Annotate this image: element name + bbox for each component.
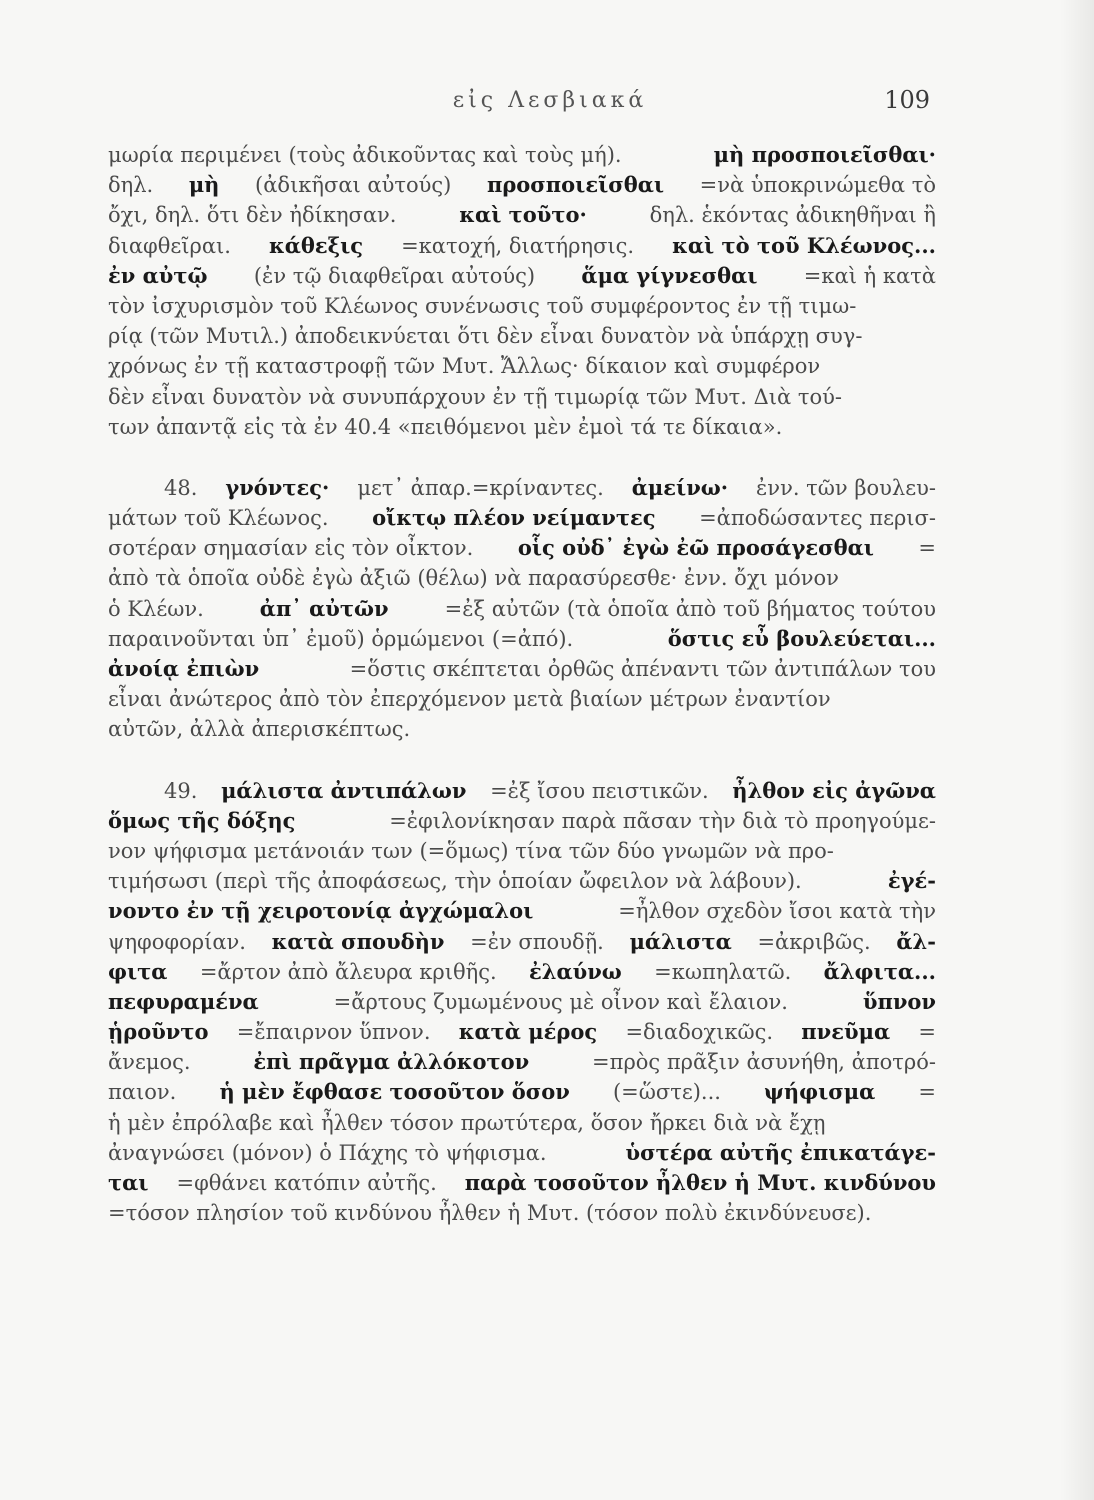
text-line bbox=[108, 200, 936, 230]
text-line bbox=[108, 351, 936, 381]
bold-lemma: ἅμα γίγνεσθαι bbox=[581, 262, 758, 288]
text-line bbox=[108, 1108, 936, 1138]
bold-lemma: ᾑροῦντο bbox=[108, 1019, 209, 1045]
gloss-text: νον ψήφισμα μετάνοιάν των (=ὅμως) τίνα τῶν δύο γνωμῶν νὰ προ- bbox=[108, 838, 834, 863]
gloss-text: (ἀδικῆσαι αὐτούς) bbox=[255, 173, 452, 198]
text-line bbox=[108, 927, 936, 957]
gloss-text: ἀπὸ τὰ ὁποῖα οὐδὲ ἐγὼ ἀξιῶ (θέλω) νὰ παρασύρεσθε· ἐνν. ὄχι μόνον bbox=[108, 566, 839, 591]
gloss-text: =ἐξ αὐτῶν (τὰ ὁποῖα ἀπὸ τοῦ βήματος τούτου bbox=[444, 596, 936, 621]
body-text bbox=[108, 140, 936, 1228]
bold-lemma: γνόντες· bbox=[225, 474, 330, 500]
text-line bbox=[108, 231, 936, 261]
gloss-text: μάτων τοῦ Κλέωνος. bbox=[108, 506, 329, 531]
bold-lemma: προσποιεῖσθαι bbox=[486, 172, 665, 198]
text-line bbox=[108, 1138, 936, 1168]
bold-lemma: μάλιστα bbox=[629, 928, 732, 954]
gloss-text: =τόσον πλησίον τοῦ κινδύνου ἦλθεν ἡ Μυτ. (τόσον πολὺ ἐκινδύνευσε). bbox=[108, 1201, 872, 1226]
page-number: 109 bbox=[884, 86, 930, 114]
gloss-text: =διαδοχικῶς. bbox=[625, 1020, 774, 1045]
text-line bbox=[108, 412, 936, 442]
text-line bbox=[108, 654, 936, 684]
bold-lemma: κατὰ σπουδὴν bbox=[271, 928, 445, 954]
gloss-text: = bbox=[918, 1080, 936, 1105]
gloss-text: =καὶ ἡ κατὰ bbox=[803, 263, 936, 288]
gloss-text: =ἐξ ἴσου πειστικῶν. bbox=[490, 778, 709, 803]
text-line bbox=[108, 1047, 936, 1077]
gloss-text: =πρὸς πρᾶξιν ἀσυνήθη, ἀποτρό- bbox=[592, 1050, 936, 1075]
bold-lemma: ἡ μὲν ἔφθασε τοσοῦτον ὅσον bbox=[219, 1079, 570, 1105]
gloss-text: δηλ. ἑκόντας ἀδικηθῆναι ἢ bbox=[649, 203, 936, 228]
text-line bbox=[108, 291, 936, 321]
bold-lemma: νοντο ἐν τῇ χειροτονίᾳ ἀγχώμαλοι bbox=[108, 898, 534, 924]
gloss-text: =ἀκριβῶς. bbox=[757, 929, 871, 954]
gloss-text: = bbox=[918, 1020, 936, 1045]
gloss-text: =κωπηλατῶ. bbox=[654, 959, 792, 984]
paragraph bbox=[108, 776, 936, 1229]
text-line bbox=[108, 714, 936, 744]
gloss-text: ψηφοφορίαν. bbox=[108, 929, 246, 954]
page-edge-shadow bbox=[1060, 0, 1094, 1500]
gloss-text: τιμήσωσι (περὶ τῆς ἀποφάσεως, τὴν ὁποίαν ὤφειλον νὰ λάβουν). bbox=[108, 869, 802, 894]
text-line bbox=[108, 776, 936, 806]
bold-lemma: ψήφισμα bbox=[764, 1079, 876, 1105]
bold-lemma: ἀμείνω· bbox=[631, 474, 729, 500]
text-line bbox=[108, 866, 936, 896]
gloss-text: =ἐφιλονίκησαν παρὰ πᾶσαν τὴν διὰ τὸ προηγούμε- bbox=[389, 808, 936, 833]
gloss-text: εἶναι ἀνώτερος ἀπὸ τὸν ἐπερχόμενον μετὰ βιαίων μέτρων ἐναντίον bbox=[108, 687, 831, 712]
gloss-text: =ἦλθον σχεδὸν ἴσοι κατὰ τὴν bbox=[618, 899, 936, 924]
text-line bbox=[108, 806, 936, 836]
text-line bbox=[108, 987, 936, 1017]
paragraph bbox=[108, 140, 936, 442]
gloss-text: δὲν εἶναι δυνατὸν νὰ συνυπάρχουν ἐν τῇ τιμωρίᾳ τῶν Μυτ. Διὰ τού- bbox=[108, 384, 842, 409]
bold-lemma: κάθεξις bbox=[268, 232, 364, 258]
text-line bbox=[108, 1198, 936, 1228]
gloss-text: των ἀπαντᾷ εἰς τὰ ἐν 40.4 «πειθόμενοι μὲν ἐμοὶ τά τε δίκαια». bbox=[108, 414, 783, 439]
gloss-text: ἄνεμος. bbox=[108, 1050, 191, 1075]
gloss-text: 49. bbox=[164, 778, 198, 803]
text-line bbox=[108, 170, 936, 200]
gloss-text: ἐνν. τῶν βουλευ- bbox=[756, 475, 936, 500]
gloss-text: = bbox=[918, 536, 936, 561]
bold-lemma: οἷς οὐδ᾽ ἐγὼ ἐῶ προσάγεσθαι bbox=[517, 535, 874, 561]
gloss-text: ὁ Κλέων. bbox=[108, 596, 204, 621]
bold-lemma: κατὰ μέρος bbox=[458, 1019, 598, 1045]
bold-lemma: ὑστέρα αὐτῆς ἐπικατάγε- bbox=[625, 1139, 936, 1165]
text-line bbox=[108, 684, 936, 714]
gloss-text: =φθάνει κατόπιν αὐτῆς. bbox=[176, 1171, 437, 1195]
bold-lemma: ὕπνον bbox=[862, 988, 936, 1014]
gloss-text: μετ᾽ ἀπαρ.=κρίναντες. bbox=[357, 475, 604, 500]
bold-lemma: ἄλ- bbox=[896, 928, 936, 954]
text-line bbox=[108, 896, 936, 926]
running-title: εἰς Λεσβιακά bbox=[452, 88, 648, 113]
gloss-text: δηλ. bbox=[108, 173, 154, 198]
bold-lemma: ἐν αὐτῷ bbox=[108, 262, 208, 288]
bold-lemma: παρὰ τοσοῦτον ἦλθεν ἡ Μυτ. κινδύνου bbox=[464, 1170, 936, 1195]
gloss-text: αὐτῶν, ἀλλὰ ἀπερισκέπτως. bbox=[108, 717, 411, 742]
bold-lemma: ὅμως τῆς δόξης bbox=[108, 807, 296, 833]
text-line bbox=[108, 563, 936, 593]
gloss-text: =ἐν σπουδῇ. bbox=[470, 929, 604, 954]
bold-lemma: ἦλθον εἰς ἀγῶνα bbox=[732, 777, 936, 803]
bold-lemma: φιτα bbox=[108, 958, 168, 984]
gloss-text: =κατοχή, διατήρησις. bbox=[401, 233, 635, 258]
text-line bbox=[108, 836, 936, 866]
gloss-text: παραινοῦνται ὑπ᾽ ἐμοῦ) ὁρμώμενοι (=ἀπό). bbox=[108, 626, 574, 651]
gloss-text: =ἀποδώσαντες περισ- bbox=[699, 506, 936, 531]
bold-lemma: ἀπ᾽ αὐτῶν bbox=[259, 595, 389, 621]
bold-lemma: ται bbox=[108, 1170, 149, 1195]
text-line bbox=[108, 140, 936, 170]
bold-lemma: οἴκτῳ πλέον νείμαντες bbox=[372, 505, 656, 531]
paragraph bbox=[108, 473, 936, 745]
paragraph-gap bbox=[108, 745, 936, 776]
gloss-text: ρίᾳ (τῶν Μυτιλ.) ἀποδεικνύεται ὅτι δὲν εἶναι δυνατὸν νὰ ὑπάρχῃ συγ- bbox=[108, 324, 863, 349]
gloss-text: μωρία περιμένει (τοὺς ἀδικοῦντας καὶ τοὺς μή). bbox=[108, 143, 622, 167]
bold-lemma: μὴ προσποιεῖσθαι· bbox=[713, 142, 936, 167]
bold-lemma: ἐπὶ πρᾶγμα ἀλλόκοτον bbox=[253, 1049, 530, 1075]
gloss-text: διαφθεῖραι. bbox=[108, 233, 231, 258]
text-line bbox=[108, 533, 936, 563]
text-line bbox=[108, 473, 936, 503]
gloss-text: ἀναγνώσει (μόνον) ὁ Πάχης τὸ ψήφισμα. bbox=[108, 1140, 547, 1165]
gloss-text: σοτέραν σημασίαν εἰς τὸν οἶκτον. bbox=[108, 536, 474, 561]
bold-lemma: καὶ τὸ τοῦ Κλέωνος... bbox=[672, 232, 936, 258]
bold-lemma: ἄλφιτα... bbox=[823, 958, 936, 984]
text-line bbox=[108, 1017, 936, 1047]
text-line bbox=[108, 624, 936, 654]
bold-lemma: καὶ τοῦτο· bbox=[459, 202, 587, 228]
gloss-text: =ὅστις σκέπτεται ὀρθῶς ἀπέναντι τῶν ἀντιπάλων του bbox=[349, 657, 936, 681]
bold-lemma: ἀνοίᾳ ἐπιὼν bbox=[108, 656, 260, 681]
gloss-text: τὸν ἰσχυρισμὸν τοῦ Κλέωνος συνένωσις τοῦ συμφέροντος ἐν τῇ τιμω- bbox=[108, 293, 857, 318]
bold-lemma: μάλιστα ἀντιπάλων bbox=[221, 777, 467, 803]
bold-lemma: ἐγέ- bbox=[887, 868, 936, 894]
paragraph-gap bbox=[108, 442, 936, 473]
bold-lemma: ὅστις εὖ βουλεύεται... bbox=[667, 625, 936, 651]
gloss-text: =ἔπαιρνον ὕπνον. bbox=[236, 1020, 431, 1045]
gloss-text: ὄχι, δηλ. ὅτι δὲν ἠδίκησαν. bbox=[108, 203, 397, 228]
text-line bbox=[108, 1168, 936, 1198]
gloss-text: (ἐν τῷ διαφθεῖραι αὐτούς) bbox=[253, 263, 536, 288]
bold-lemma: πνεῦμα bbox=[801, 1019, 891, 1045]
text-line bbox=[108, 261, 936, 291]
gloss-text: ἡ μὲν ἐπρόλαβε καὶ ἦλθεν τόσον πρωτύτερα, ὅσον ἤρκει διὰ νὰ ἔχῃ bbox=[108, 1110, 826, 1135]
gloss-text: =νὰ ὑποκρινώμεθα τὸ bbox=[699, 173, 936, 198]
bold-lemma: πεφυραμένα bbox=[108, 988, 259, 1014]
text-line bbox=[108, 503, 936, 533]
text-line bbox=[108, 321, 936, 351]
bold-lemma: μὴ bbox=[188, 172, 220, 198]
gloss-text: 48. bbox=[164, 475, 198, 500]
text-line bbox=[108, 957, 936, 987]
text-line bbox=[108, 382, 936, 412]
gloss-text: (=ὥστε)... bbox=[612, 1080, 721, 1105]
gloss-text: =ἄρτους ζυμωμένους μὲ οἶνον καὶ ἔλαιον. bbox=[333, 989, 788, 1014]
gloss-text: =ἄρτον ἀπὸ ἄλευρα κριθῆς. bbox=[199, 959, 497, 984]
bold-lemma: ἐλαύνω bbox=[529, 958, 622, 984]
text-line bbox=[108, 1077, 936, 1107]
text-line bbox=[108, 594, 936, 624]
gloss-text: χρόνως ἐν τῇ καταστροφῇ τῶν Μυτ. Ἄλλως· δίκαιον καὶ συμφέρον bbox=[108, 354, 821, 379]
gloss-text: παιον. bbox=[108, 1080, 177, 1105]
